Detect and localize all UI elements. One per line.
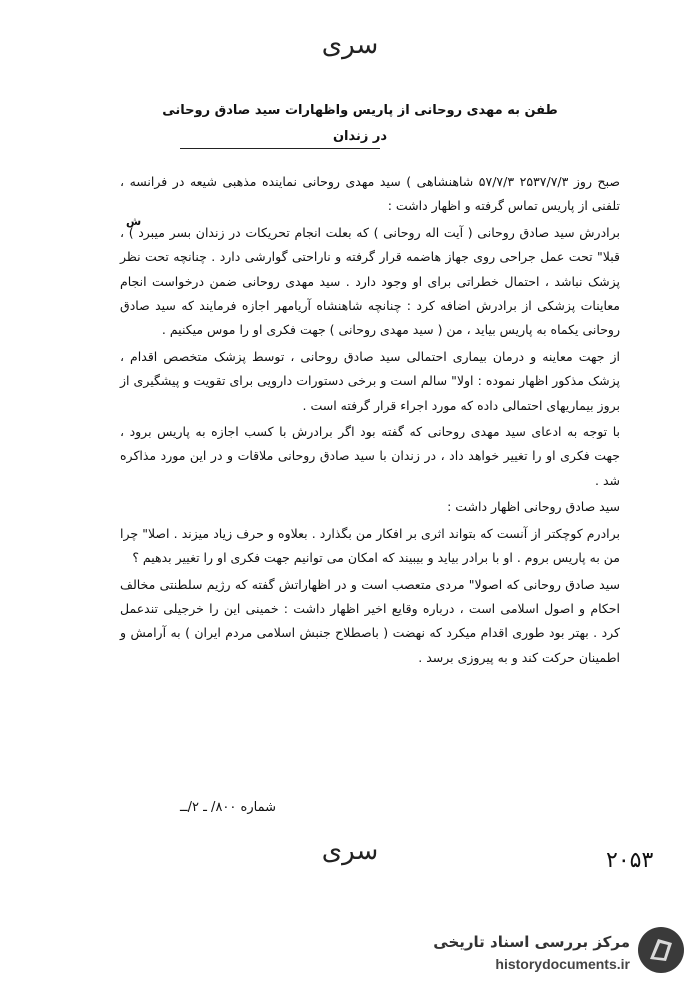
margin-note: ش <box>126 215 142 228</box>
document-body <box>120 170 620 672</box>
paragraph: برادرم کوچکتر از آنست که بتواند اثری بر افکار من بگذارد . بعلاوه و حرف زیاد میزند . اصلا" چرا من به پاریس بروم . او با برادر بیاید و بیبیند که امکان می توانیم جهت فکری او را تغییر بدهیم ؟ <box>120 525 620 566</box>
title-line-2: در زندان <box>332 129 388 144</box>
paragraph: صبح روز ۲۵۳۷/۷/۳ ۵۷/۷/۳ شاهنشاهی ) سید مهدی روحانی نماینده مذهبی شیعه در فرانسه ، تلفنی از پاریس تماس گرفته و اظهار داشت : <box>120 174 620 214</box>
paragraph: برادرش سید صادق روحانی ( آیت اله روحانی ) که بعلت انجام تحریکات در زندان بسر میبرد ) ، قبلا" تحت عمل جراحی روی جهاز هاضمه قرار گرفته و ناراحتی گوارشی دارد . چنانچه تحت نظر پزشک نباشد ، احتمال خطراتی برای او وجود دارد . سید مهدی روحانی ضمن درخواست انجام معاینات پزشکی از برادرش اضافه کرد : چنانچه شاهنشاه آریامهر اجازه فرمایند که سید صادق روحانی یکماه به پاریس بیاید ، من ( سید مهدی روحانی ) جهت فکری او را موس میکنیم . <box>120 224 620 338</box>
classification-header: سری <box>321 30 379 60</box>
page-number: ۲۰۵۳ <box>606 848 654 873</box>
paragraph: از جهت معاینه و درمان بیماری احتمالی سید صادق روحانی ، توسط پزشک متخصص اقدام ، پزشک مذکور اظهار نموده : اولا" سالم است و برخی دستورات دارویی برای تقویت و پیشگیری از بروز بیماریهای احتمالی داده که مورد اجراء قرار گرفته است . <box>120 348 620 413</box>
archive-url: historydocuments.ir <box>495 956 630 972</box>
title-underline <box>180 148 380 149</box>
document-title <box>150 98 570 150</box>
signature-reference: شماره ۸۰۰/ ـ ۲/ــ <box>180 800 276 815</box>
paragraph: با توجه به ادعای سید مهدی روحانی که گفته بود اگر برادرش با کسب اجازه به پاریس برود ، جهت فکری او را تغییر خواهد داد ، در زندان با سید صادق روحانی ملاقات و در این مورد مذاکره شد . <box>120 424 620 488</box>
archive-name: مرکز بررسی اسناد تاریخی <box>433 933 630 951</box>
paragraph: سید صادق روحانی اظهار داشت : <box>447 499 620 515</box>
title-line-1: طفن به مهدی روحانی از پاریس واظهارات سید صادق روحانی <box>162 103 558 118</box>
paragraph: سید صادق روحانی که اصولا" مردی متعصب است و در اظهاراتش گفته که رژیم سلطنتی مخالف احکام و اصول اسلامی است ، درباره وقایع اخیر اظهار داشت : خمینی این را خرجیلی تندعمل کرد . بهتر بود طوری اقدام میکرد که نهضت ( باصطلاح جنبش اسلامی مردم ایران ) به آرامش و اطمینان حرکت کند و به پیروزی برسد . <box>120 576 620 665</box>
archive-logo-icon <box>636 925 686 975</box>
classification-footer: سری <box>321 836 379 866</box>
